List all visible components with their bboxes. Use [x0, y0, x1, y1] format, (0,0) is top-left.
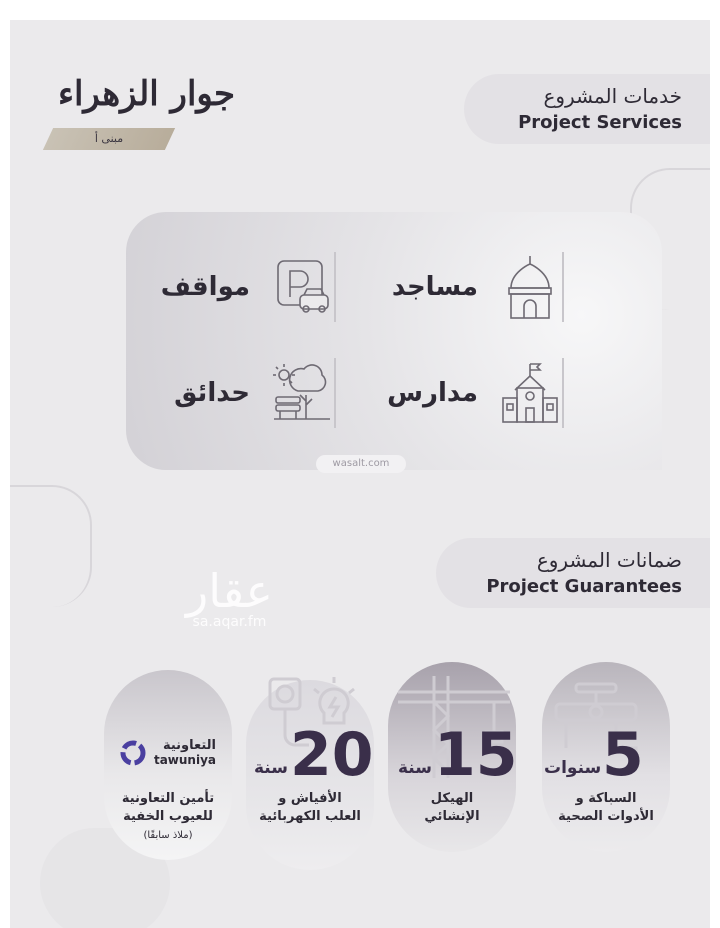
guarantee-desc-structure — [390, 790, 514, 826]
guarantee-desc-plumbing-1: السباكة و — [575, 791, 637, 806]
guarantee-unit-electrical: سنة — [254, 758, 288, 778]
service-label-parks: حدائق — [174, 378, 250, 408]
guarantee-desc-insurance — [104, 790, 232, 826]
building-tag — [43, 128, 175, 150]
guarantee-desc-plumbing — [544, 790, 668, 826]
guarantees-heading-en: Project Guarantees — [486, 576, 682, 597]
guarantee-desc-insurance-1: تأمين التعاونية — [121, 791, 215, 806]
service-parks — [156, 358, 336, 428]
mosque-icon — [498, 252, 564, 322]
services-heading — [464, 74, 710, 144]
aqar-watermark-url: sa.aqar.fm — [192, 614, 267, 630]
service-mosques — [384, 252, 564, 322]
guarantee-desc-insurance-2: للعيوب الخفية — [123, 809, 213, 824]
guarantee-desc-plumbing-2: الأدوات الصحية — [558, 809, 654, 824]
decor-outline-left — [10, 485, 92, 607]
guarantees-heading-ar: ضمانات المشروع — [536, 548, 682, 572]
services-panel — [126, 212, 662, 470]
wasalt-watermark: wasalt.com — [316, 455, 406, 473]
guarantee-sub-insurance: (ملاذ سابقًا) — [143, 830, 193, 841]
guarantee-number-electrical: 20 — [290, 720, 374, 790]
brochure-page — [10, 20, 710, 928]
guarantees-heading — [436, 538, 710, 608]
service-parking — [156, 252, 336, 322]
services-heading-ar: خدمات المشروع — [543, 84, 682, 108]
tawuniya-name-ar: التعاونية — [162, 738, 216, 753]
aqar-watermark — [186, 564, 273, 630]
service-label-mosques: مساجد — [391, 272, 478, 302]
service-label-schools: مدارس — [387, 378, 478, 408]
project-title: جوار الزهراء — [58, 74, 235, 114]
guarantee-unit-structure: سنة — [398, 758, 432, 778]
guarantee-number-plumbing: 5 — [602, 720, 644, 790]
guarantee-desc-electrical-2: العلب الكهربائية — [259, 809, 361, 824]
service-label-parking: مواقف — [160, 272, 250, 302]
tawuniya-logo-icon — [120, 740, 146, 766]
guarantee-desc-structure-2: الإنشائي — [424, 809, 480, 824]
aqar-watermark-text: عقار — [186, 564, 273, 618]
guarantee-desc-electrical-1: الأفياش و — [278, 791, 342, 806]
parking-icon — [270, 252, 336, 322]
school-icon — [498, 358, 564, 428]
services-heading-en: Project Services — [518, 112, 682, 133]
building-label: مبنى أ — [94, 132, 124, 145]
guarantee-desc-electrical — [248, 790, 372, 826]
park-icon — [270, 358, 336, 428]
guarantee-unit-plumbing: سنوات — [544, 758, 602, 778]
tawuniya-logo — [114, 738, 222, 768]
tawuniya-name-en: tawuniya — [153, 753, 216, 767]
service-schools — [384, 358, 564, 428]
guarantee-desc-structure-1: الهيكل — [430, 791, 474, 806]
guarantee-number-structure: 15 — [434, 720, 518, 790]
